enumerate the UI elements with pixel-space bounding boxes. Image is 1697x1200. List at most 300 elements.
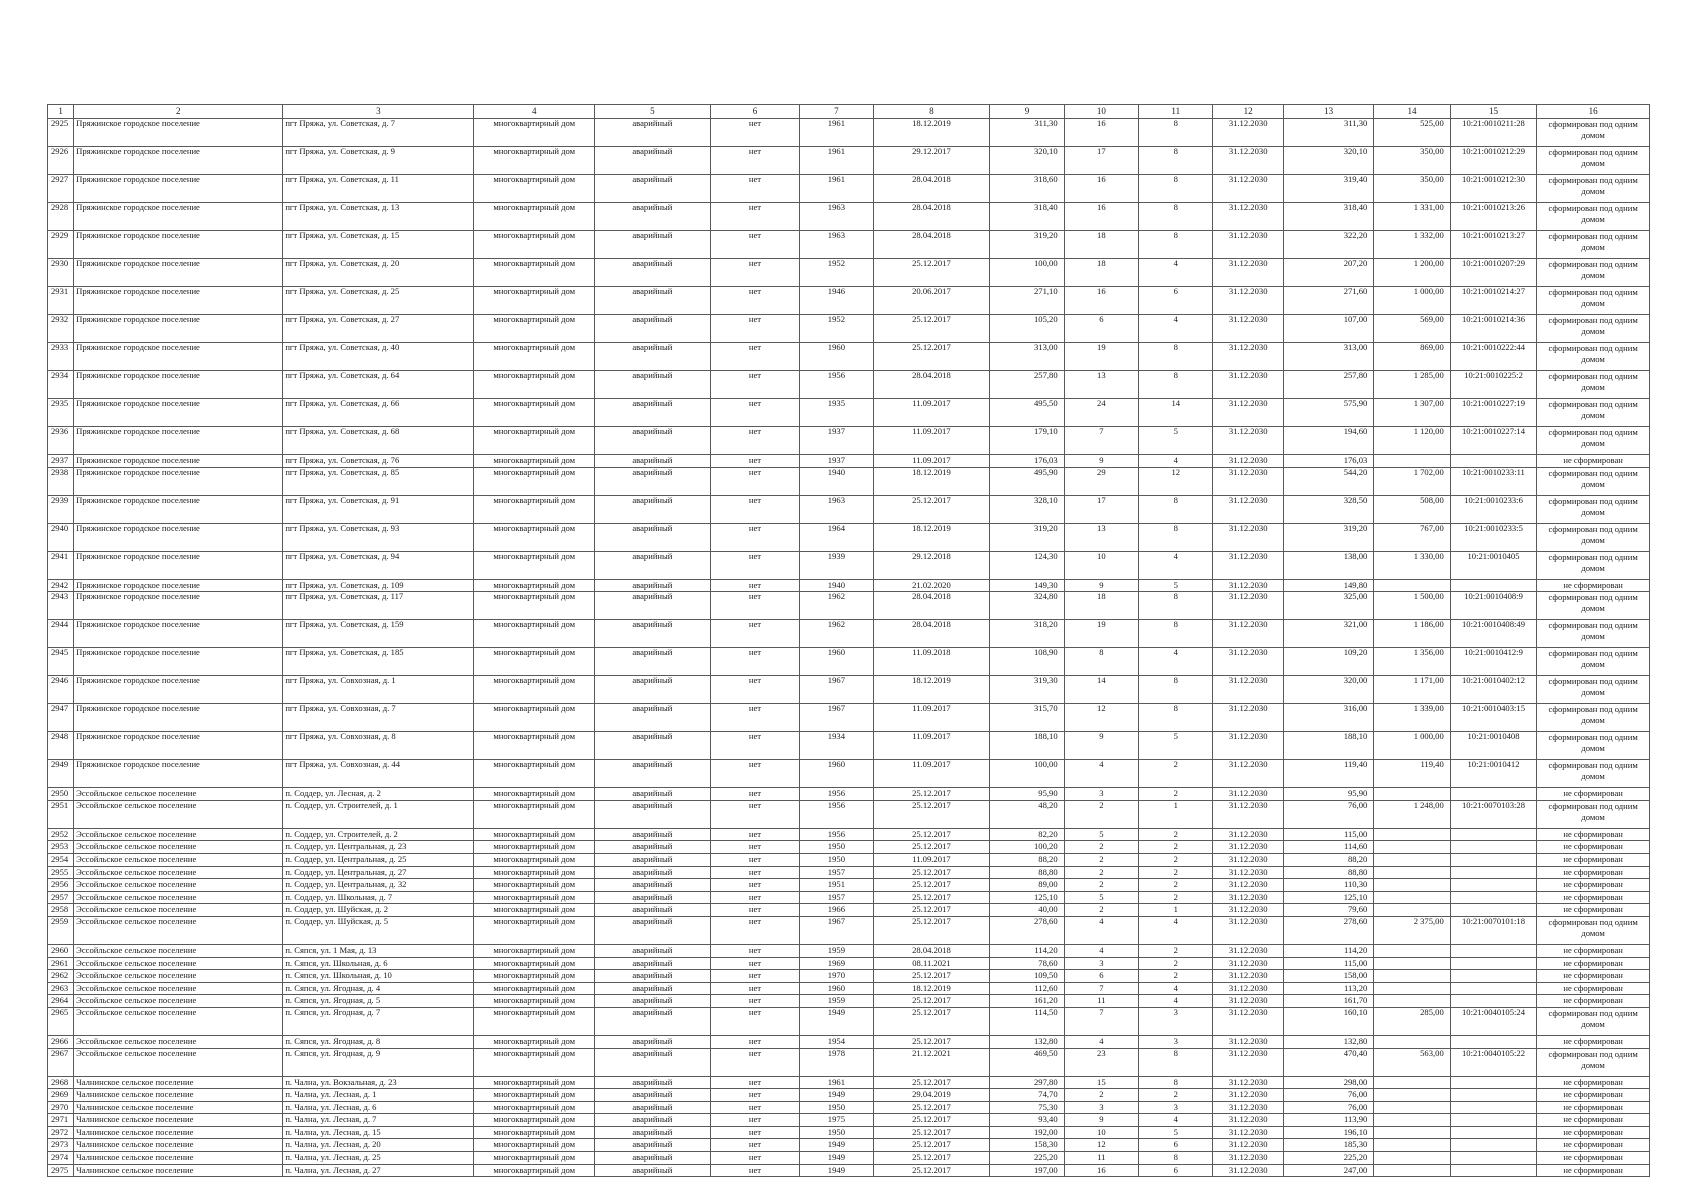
settlement-name: Эссойльское сельское поселение [74,788,283,801]
table-row [48,916,1650,944]
premises-count: 2 [1139,1089,1213,1102]
column-number-11: 11 [1139,105,1213,119]
address: пгт Пряжа, ул. Совхозная, д. 7 [283,704,474,732]
condition-status: аварийный [595,1114,711,1127]
settlement-name: Пряжинское городское поселение [74,676,283,704]
recognition-date: 11.09.2017 [873,732,990,760]
cadastral-number: 10:21:0010212:30 [1450,175,1536,203]
recognition-date: 18.12.2019 [873,982,990,995]
address: п. Соддер, ул. Шуйская, д. 2 [283,904,474,917]
land-status: не сформирован [1537,982,1650,995]
resettlement-deadline: 31.12.2030 [1213,891,1283,904]
column-number-3: 3 [283,105,474,119]
row-number: 2935 [48,399,74,427]
flag-value: нет [710,455,800,468]
flag-value: нет [710,957,800,970]
row-number: 2947 [48,704,74,732]
resettlement-deadline: 31.12.2030 [1213,957,1283,970]
residents-count: 19 [1064,620,1138,648]
condition-status: аварийный [595,551,711,579]
land-status: сформирован под одним домом [1537,495,1650,523]
residents-count: 3 [1064,788,1138,801]
residents-count: 5 [1064,891,1138,904]
total-area-value: 149,80 [1283,579,1374,592]
resettlement-deadline: 31.12.2030 [1213,800,1283,828]
land-status: не сформирован [1537,1076,1650,1089]
construction-year: 1964 [800,523,873,551]
residents-count: 9 [1064,579,1138,592]
recognition-date: 25.12.2017 [873,315,990,343]
residents-count: 4 [1064,760,1138,788]
address: п. Чална, ул. Лесная, д. 7 [283,1114,474,1127]
premises-count: 8 [1139,592,1213,620]
residents-count: 9 [1064,455,1138,468]
condition-status: аварийный [595,879,711,892]
address: пгт Пряжа, ул. Советская, д. 15 [283,231,474,259]
row-number: 2974 [48,1152,74,1165]
land-area-value: 1 000,00 [1374,732,1450,760]
construction-year: 1949 [800,1139,873,1152]
premises-count: 8 [1139,371,1213,399]
resettlement-deadline: 31.12.2030 [1213,704,1283,732]
building-type: многоквартирный дом [474,732,595,760]
row-number: 2941 [48,551,74,579]
residents-count: 14 [1064,676,1138,704]
premises-count: 2 [1139,788,1213,801]
recognition-date: 28.04.2018 [873,620,990,648]
settlement-name: Пряжинское городское поселение [74,620,283,648]
settlement-name: Пряжинское городское поселение [74,648,283,676]
address: п. Чална, ул. Лесная, д. 27 [283,1164,474,1177]
recognition-date: 11.09.2017 [873,399,990,427]
land-area-value [1374,579,1450,592]
land-status: не сформирован [1537,841,1650,854]
land-area-value: 525,00 [1374,119,1450,147]
resettlement-deadline: 31.12.2030 [1213,853,1283,866]
residents-count: 2 [1064,904,1138,917]
settlement-name: Пряжинское городское поселение [74,371,283,399]
area-value: 311,30 [990,119,1064,147]
building-type: многоквартирный дом [474,287,595,315]
resettlement-deadline: 31.12.2030 [1213,732,1283,760]
flag-value: нет [710,1007,800,1035]
cadastral-number: 10:21:0070103:28 [1450,800,1536,828]
residents-count: 2 [1064,879,1138,892]
table-row [48,1164,1650,1177]
construction-year: 1956 [800,800,873,828]
residents-count: 15 [1064,1076,1138,1089]
address: п. Соддер, ул. Центральная, д. 23 [283,841,474,854]
area-value: 88,80 [990,866,1064,879]
row-number: 2965 [48,1007,74,1035]
row-number: 2959 [48,916,74,944]
total-area-value: 176,03 [1283,455,1374,468]
address: пгт Пряжа, ул. Советская, д. 9 [283,147,474,175]
settlement-name: Пряжинское городское поселение [74,399,283,427]
total-area-value: 194,60 [1283,427,1374,455]
condition-status: аварийный [595,427,711,455]
cadastral-number: 10:21:0070101:18 [1450,916,1536,944]
cadastral-number [1450,866,1536,879]
resettlement-deadline: 31.12.2030 [1213,1101,1283,1114]
area-value: 82,20 [990,828,1064,841]
row-number: 2937 [48,455,74,468]
building-type: многоквартирный дом [474,259,595,287]
building-type: многоквартирный дом [474,944,595,957]
building-type: многоквартирный дом [474,455,595,468]
settlement-name: Чалнинское сельское поселение [74,1076,283,1089]
column-number-1: 1 [48,105,74,119]
premises-count: 4 [1139,551,1213,579]
building-type: многоквартирный дом [474,147,595,175]
premises-count: 3 [1139,1035,1213,1048]
recognition-date: 25.12.2017 [873,904,990,917]
cadastral-number: 10:21:0010402:12 [1450,676,1536,704]
residents-count: 13 [1064,523,1138,551]
settlement-name: Пряжинское городское поселение [74,467,283,495]
building-type: многоквартирный дом [474,119,595,147]
area-value: 48,20 [990,800,1064,828]
condition-status: аварийный [595,147,711,175]
premises-count: 2 [1139,866,1213,879]
land-status: не сформирован [1537,995,1650,1008]
residents-count: 2 [1064,866,1138,879]
area-value: 100,00 [990,760,1064,788]
land-status: не сформирован [1537,1164,1650,1177]
column-number-4: 4 [474,105,595,119]
land-status: не сформирован [1537,1139,1650,1152]
table-row [48,1114,1650,1127]
residents-count: 2 [1064,800,1138,828]
premises-count: 5 [1139,427,1213,455]
building-type: многоквартирный дом [474,982,595,995]
settlement-name: Пряжинское городское поселение [74,203,283,231]
construction-year: 1949 [800,1152,873,1165]
table-row [48,455,1650,468]
residents-count: 2 [1064,853,1138,866]
table-row [48,399,1650,427]
row-number: 2927 [48,175,74,203]
flag-value: нет [710,467,800,495]
flag-value: нет [710,119,800,147]
address: пгт Пряжа, ул. Советская, д. 117 [283,592,474,620]
land-status: сформирован под одним домом [1537,760,1650,788]
resettlement-deadline: 31.12.2030 [1213,495,1283,523]
condition-status: аварийный [595,592,711,620]
land-area-value: 1 702,00 [1374,467,1450,495]
recognition-date: 11.09.2017 [873,455,990,468]
recognition-date: 25.12.2017 [873,916,990,944]
cadastral-number [1450,904,1536,917]
total-area-value: 318,40 [1283,203,1374,231]
building-type: многоквартирный дом [474,1007,595,1035]
cadastral-number: 10:21:0010412 [1450,760,1536,788]
area-value: 179,10 [990,427,1064,455]
residents-count: 16 [1064,1164,1138,1177]
premises-count: 2 [1139,891,1213,904]
building-type: многоквартирный дом [474,788,595,801]
settlement-name: Эссойльское сельское поселение [74,891,283,904]
area-value: 40,00 [990,904,1064,917]
column-number-15: 15 [1450,105,1536,119]
land-area-value [1374,853,1450,866]
condition-status: аварийный [595,620,711,648]
land-status: сформирован под одним домом [1537,592,1650,620]
premises-count: 8 [1139,1076,1213,1089]
land-area-value: 508,00 [1374,495,1450,523]
row-number: 2953 [48,841,74,854]
residents-count: 3 [1064,957,1138,970]
area-value: 197,00 [990,1164,1064,1177]
recognition-date: 25.12.2017 [873,788,990,801]
land-status: сформирован под одним домом [1537,287,1650,315]
settlement-name: Пряжинское городское поселение [74,455,283,468]
land-status: не сформирован [1537,957,1650,970]
total-area-value: 79,60 [1283,904,1374,917]
address: п. Соддер, ул. Шуйская, д. 5 [283,916,474,944]
area-value: 88,20 [990,853,1064,866]
cadastral-number [1450,455,1536,468]
recognition-date: 25.12.2017 [873,1101,990,1114]
settlement-name: Чалнинское сельское поселение [74,1164,283,1177]
row-number: 2958 [48,904,74,917]
area-value: 158,30 [990,1139,1064,1152]
land-area-value [1374,1139,1450,1152]
construction-year: 1949 [800,1164,873,1177]
area-value: 225,20 [990,1152,1064,1165]
area-value: 495,50 [990,399,1064,427]
column-number-9: 9 [990,105,1064,119]
cadastral-number [1450,1126,1536,1139]
building-type: многоквартирный дом [474,592,595,620]
settlement-name: Эссойльское сельское поселение [74,828,283,841]
premises-count: 8 [1139,676,1213,704]
table-body [48,119,1650,1177]
land-status: сформирован под одним домом [1537,371,1650,399]
row-number: 2972 [48,1126,74,1139]
address: пгт Пряжа, ул. Советская, д. 13 [283,203,474,231]
building-type: многоквартирный дом [474,427,595,455]
condition-status: аварийный [595,760,711,788]
address: п. Сяпся, ул. Школьная, д. 10 [283,970,474,983]
land-area-value [1374,879,1450,892]
land-status: не сформирован [1537,1114,1650,1127]
land-status: сформирован под одним домом [1537,916,1650,944]
condition-status: аварийный [595,944,711,957]
building-type: многоквартирный дом [474,648,595,676]
cadastral-number: 10:21:0010233:5 [1450,523,1536,551]
construction-year: 1956 [800,371,873,399]
total-area-value: 316,00 [1283,704,1374,732]
cadastral-number: 10:21:0010408 [1450,732,1536,760]
cadastral-number: 10:21:0010233:11 [1450,467,1536,495]
building-type: многоквартирный дом [474,175,595,203]
building-type: многоквартирный дом [474,1164,595,1177]
residents-count: 16 [1064,119,1138,147]
cadastral-number [1450,944,1536,957]
table-row [48,866,1650,879]
construction-year: 1962 [800,592,873,620]
premises-count: 2 [1139,944,1213,957]
resettlement-deadline: 31.12.2030 [1213,1007,1283,1035]
building-type: многоквартирный дом [474,1089,595,1102]
recognition-date: 25.12.2017 [873,800,990,828]
total-area-value: 114,20 [1283,944,1374,957]
area-value: 93,40 [990,1114,1064,1127]
row-number: 2928 [48,203,74,231]
building-type: многоквартирный дом [474,904,595,917]
land-area-value: 1 285,00 [1374,371,1450,399]
land-area-value: 1 120,00 [1374,427,1450,455]
total-area-value: 257,80 [1283,371,1374,399]
area-value: 89,00 [990,879,1064,892]
construction-year: 1949 [800,1007,873,1035]
total-area-value: 311,30 [1283,119,1374,147]
settlement-name: Пряжинское городское поселение [74,259,283,287]
building-type: многоквартирный дом [474,203,595,231]
condition-status: аварийный [595,891,711,904]
table-row [48,523,1650,551]
construction-year: 1935 [800,399,873,427]
total-area-value: 113,90 [1283,1114,1374,1127]
building-type: многоквартирный дом [474,620,595,648]
address: пгт Пряжа, ул. Советская, д. 27 [283,315,474,343]
settlement-name: Чалнинское сельское поселение [74,1114,283,1127]
address: п. Соддер, ул. Строителей, д. 2 [283,828,474,841]
resettlement-deadline: 31.12.2030 [1213,551,1283,579]
resettlement-deadline: 31.12.2030 [1213,427,1283,455]
land-status: не сформирован [1537,904,1650,917]
recognition-date: 25.12.2017 [873,343,990,371]
cadastral-number: 10:21:0040105:22 [1450,1048,1536,1076]
address: пгт Пряжа, ул. Совхозная, д. 1 [283,676,474,704]
row-number: 2942 [48,579,74,592]
total-area-value: 107,00 [1283,315,1374,343]
row-number: 2950 [48,788,74,801]
address: п. Сяпся, ул. Ягодная, д. 9 [283,1048,474,1076]
housing-registry-table [47,104,1650,1177]
land-status: сформирован под одним домом [1537,231,1650,259]
flag-value: нет [710,1101,800,1114]
total-area-value: 88,80 [1283,866,1374,879]
settlement-name: Эссойльское сельское поселение [74,970,283,983]
recognition-date: 29.04.2019 [873,1089,990,1102]
settlement-name: Пряжинское городское поселение [74,287,283,315]
land-status: сформирован под одним домом [1537,800,1650,828]
row-number: 2943 [48,592,74,620]
row-number: 2949 [48,760,74,788]
construction-year: 1940 [800,579,873,592]
building-type: многоквартирный дом [474,704,595,732]
premises-count: 8 [1139,203,1213,231]
residents-count: 8 [1064,648,1138,676]
address: пгт Пряжа, ул. Советская, д. 11 [283,175,474,203]
condition-status: аварийный [595,203,711,231]
row-number: 2926 [48,147,74,175]
condition-status: аварийный [595,788,711,801]
cadastral-number [1450,841,1536,854]
total-area-value: 161,70 [1283,995,1374,1008]
flag-value: нет [710,495,800,523]
flag-value: нет [710,841,800,854]
flag-value: нет [710,1035,800,1048]
cadastral-number [1450,1164,1536,1177]
resettlement-deadline: 31.12.2030 [1213,203,1283,231]
table-row [48,343,1650,371]
area-value: 278,60 [990,916,1064,944]
total-area-value: 247,00 [1283,1164,1374,1177]
row-number: 2925 [48,119,74,147]
premises-count: 4 [1139,648,1213,676]
cadastral-number: 10:21:0010408:49 [1450,620,1536,648]
construction-year: 1937 [800,455,873,468]
recognition-date: 11.09.2018 [873,648,990,676]
condition-status: аварийный [595,119,711,147]
table-row [48,853,1650,866]
flag-value: нет [710,916,800,944]
land-status: сформирован под одним домом [1537,676,1650,704]
resettlement-deadline: 31.12.2030 [1213,916,1283,944]
building-type: многоквартирный дом [474,995,595,1008]
row-number: 2960 [48,944,74,957]
land-area-value: 285,00 [1374,1007,1450,1035]
address: пгт Пряжа, ул. Советская, д. 40 [283,343,474,371]
table-row [48,1126,1650,1139]
cadastral-number [1450,891,1536,904]
resettlement-deadline: 31.12.2030 [1213,1139,1283,1152]
total-area-value: 188,10 [1283,732,1374,760]
total-area-value: 271,60 [1283,287,1374,315]
premises-count: 4 [1139,259,1213,287]
address: п. Чална, ул. Лесная, д. 25 [283,1152,474,1165]
building-type: многоквартирный дом [474,916,595,944]
column-number-16: 16 [1537,105,1650,119]
resettlement-deadline: 31.12.2030 [1213,828,1283,841]
premises-count: 2 [1139,853,1213,866]
cadastral-number [1450,788,1536,801]
flag-value: нет [710,579,800,592]
construction-year: 1975 [800,1114,873,1127]
settlement-name: Эссойльское сельское поселение [74,800,283,828]
building-type: многоквартирный дом [474,1076,595,1089]
land-area-value [1374,1089,1450,1102]
flag-value: нет [710,287,800,315]
construction-year: 1950 [800,853,873,866]
land-status: сформирован под одним домом [1537,523,1650,551]
residents-count: 6 [1064,315,1138,343]
row-number: 2955 [48,866,74,879]
area-value: 132,80 [990,1035,1064,1048]
land-area-value [1374,1076,1450,1089]
settlement-name: Пряжинское городское поселение [74,732,283,760]
cadastral-number: 10:21:0010408:9 [1450,592,1536,620]
building-type: многоквартирный дом [474,879,595,892]
condition-status: аварийный [595,828,711,841]
land-status: не сформирован [1537,879,1650,892]
land-area-value [1374,1126,1450,1139]
cadastral-number [1450,579,1536,592]
premises-count: 1 [1139,800,1213,828]
total-area-value: 320,10 [1283,147,1374,175]
row-number: 2945 [48,648,74,676]
row-number: 2930 [48,259,74,287]
land-area-value [1374,1164,1450,1177]
condition-status: аварийный [595,732,711,760]
resettlement-deadline: 31.12.2030 [1213,147,1283,175]
condition-status: аварийный [595,371,711,399]
total-area-value: 115,00 [1283,957,1374,970]
recognition-date: 25.12.2017 [873,879,990,892]
